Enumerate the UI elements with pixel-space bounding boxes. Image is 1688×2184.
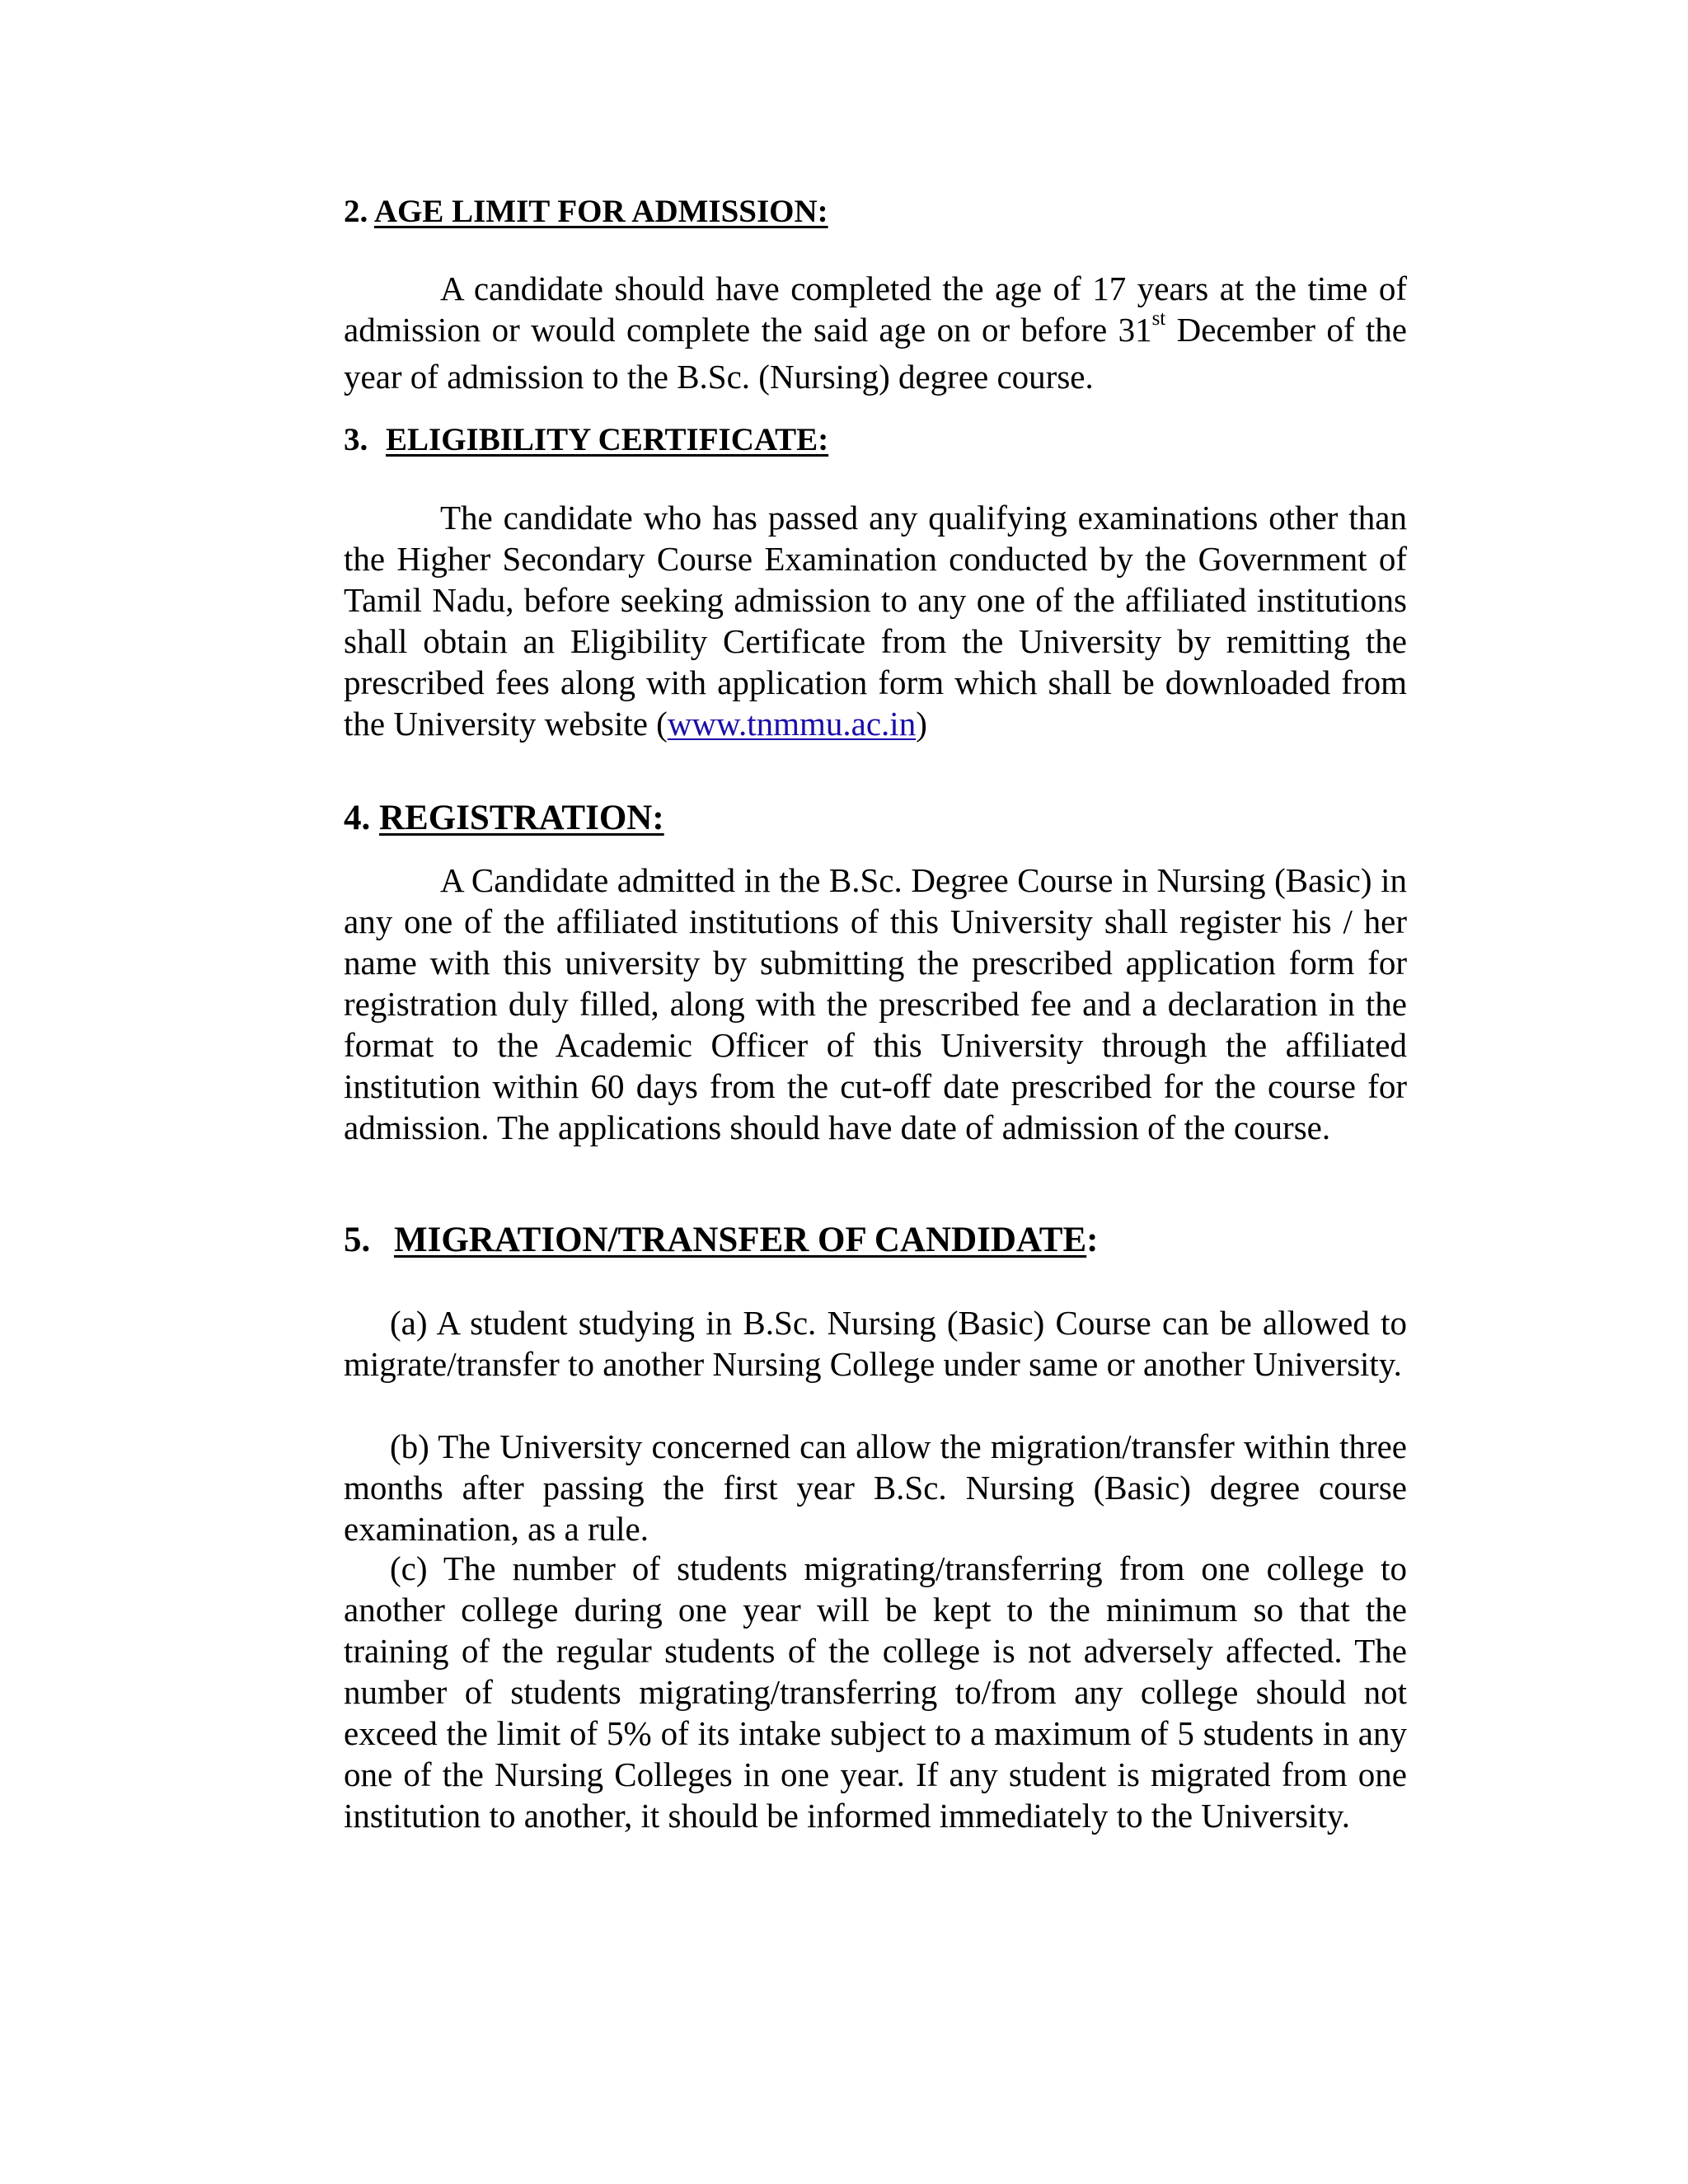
migration-item-text: (a) A student studying in B.Sc. Nursing (Basic) Course can be allowed to migrate/transfer to another Nursing College under same or another University.	[344, 1304, 1407, 1383]
section-number: 5.	[344, 1221, 371, 1259]
section-number: 3.	[344, 422, 368, 457]
eligibility-paragraph	[344, 497, 1407, 744]
section-title-suffix: :	[1086, 1221, 1099, 1259]
registration-paragraph	[344, 860, 1407, 1148]
migration-item-text: (c) The number of students migrating/transferring from one college to another college during one year will be kept to the minimum so that the training of the regular students of the college is not adversely affected. The number of students migrating/transferring to/from any college should not exceed the limit of 5% of its intake subject to a maximum of 5 students in any one of the Nursing Colleges in one year. If any student is migrated from one institution to another, it should be informed immediately to the University.	[344, 1549, 1407, 1835]
section-title: AGE LIMIT FOR ADMISSION:	[373, 194, 828, 229]
migration-item-text: (b) The University concerned can allow the migration/transfer within three months after passing the first year B.Sc. Nursing (Basic) degree course examination, as a rule.	[344, 1427, 1407, 1548]
migration-item-a	[344, 1302, 1407, 1385]
section-title: MIGRATION/TRANSFER OF CANDIDATE	[394, 1221, 1087, 1259]
age-limit-paragraph	[344, 268, 1407, 397]
migration-item-c	[344, 1548, 1407, 1836]
section-number: 4.	[344, 799, 371, 837]
age-limit-text-end: December of the year of admission to the B.Sc. (Nursing) degree course.	[344, 311, 1407, 396]
section-heading-migration	[344, 1220, 1407, 1261]
section-heading-age-limit	[344, 191, 1407, 232]
university-website-link[interactable]: www.tnmmu.ac.in	[667, 705, 917, 743]
section-title: REGISTRATION:	[379, 799, 664, 837]
section-heading-eligibility	[344, 419, 1407, 461]
eligibility-text-end: )	[916, 705, 927, 743]
section-number: 2.	[344, 194, 368, 229]
eligibility-text: The candidate who has passed any qualifying examinations other than the Higher Secondary Course Examination conducted by the Government of Tamil Nadu, before seeking admission to any one of the affiliated institutions shall obtain an Eligibility Certificate from the University by remitting the prescribed fees along with application form which shall be downloaded from the University website (	[344, 499, 1407, 743]
section-title: ELIGIBILITY CERTIFICATE:	[386, 422, 829, 457]
age-limit-superscript: st	[1151, 307, 1166, 330]
registration-text: A Candidate admitted in the B.Sc. Degree Course in Nursing (Basic) in any one of the affiliated institutions of this University shall register his / her name with this university by submitting the prescribed application form for registration duly filled, along with the prescribed fee and a declaration in the format to the Academic Officer of this University through the affiliated institution within 60 days from the cut-off date prescribed for the course for admission. The applications should have date of admission of the course.	[344, 861, 1407, 1146]
migration-item-b	[344, 1426, 1407, 1549]
age-limit-text-start: A candidate should have completed the age of 17 years at the time of admission or would complete the said age on or before 31	[344, 269, 1407, 349]
section-heading-registration	[344, 798, 1407, 839]
